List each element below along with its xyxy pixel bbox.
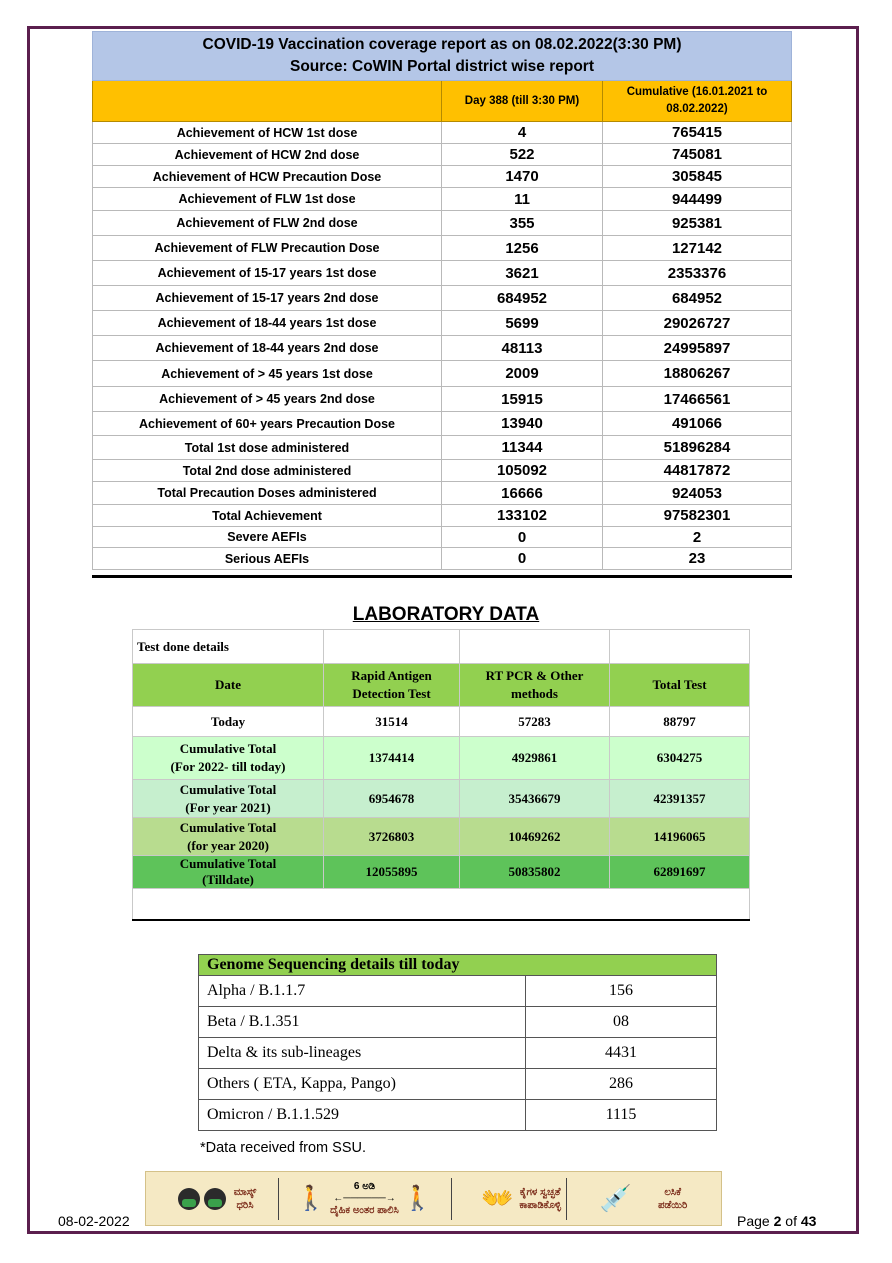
cumulative-value: 44817872 [603,460,792,482]
empty-cell [460,630,610,664]
row-label: Achievement of HCW 2nd dose [93,144,442,166]
handwash-icon: 👐 [480,1183,514,1213]
cumulative-value: 944499 [603,188,792,211]
label-l2: (For year 2021) [185,799,271,815]
row-label: Serious AEFIs [93,548,442,570]
genome-table [198,954,717,1131]
day-value: 5699 [442,311,603,336]
cumulative-value: 29026727 [603,311,792,336]
header-blank [93,81,442,122]
mask-text [234,1186,257,1212]
lab-total-value: 62891697 [610,856,750,889]
lab-rtpcr-value: 57283 [460,707,610,737]
lab-total-value: 42391357 [610,780,750,818]
day-value: 355 [442,211,603,236]
lab-rapid-value: 3726803 [324,818,460,856]
label-l1: Cumulative Total [179,741,277,756]
cumulative-value: 924053 [603,482,792,505]
lab-rapid-value: 12055895 [324,856,460,889]
cumulative-value: 684952 [603,286,792,311]
row-label: Achievement of 60+ years Precaution Dose [93,412,442,436]
row-label: Achievement of FLW Precaution Dose [93,236,442,261]
test-done-details-label: Test done details [133,630,324,664]
vaccination-row [93,236,792,261]
page-prefix: Page [737,1213,770,1229]
row-label: Achievement of FLW 1st dose [93,188,442,211]
vaccination-row [93,412,792,436]
vaccine-text [658,1186,687,1212]
header-cumulative-line2: 08.02.2022) [666,103,728,115]
vaccination-table [92,31,792,570]
wash-text-2: ಕಾಪಾಡಿಕೊಳ್ಳಿ [519,1199,561,1211]
lab-row-label [133,818,324,856]
lab-row-label [133,856,324,889]
vaccination-table-bottom-rule [92,575,792,578]
cumulative-value: 23 [603,548,792,570]
lab-table [132,629,750,921]
lab-rtpcr-value: 35436679 [460,780,610,818]
label-l2: (for year 2020) [187,837,269,853]
covid-awareness-banner [145,1171,722,1226]
rapid-line1: Rapid Antigen [351,668,432,683]
lab-row-label: Today [133,707,324,737]
cumulative-value: 17466561 [603,387,792,412]
cumulative-value: 18806267 [603,361,792,387]
label-l1: Cumulative Total [179,819,277,835]
cumulative-value: 305845 [603,166,792,188]
header-day: Day 388 (till 3:30 PM) [442,81,603,122]
lab-header-rtpcr [460,664,610,707]
label-l2: (Tilldate) [202,872,254,887]
variant-name: Omicron / B.1.1.529 [199,1100,526,1131]
label-l1: Cumulative Total [179,781,277,797]
row-label: Achievement of HCW Precaution Dose [93,166,442,188]
genome-row [199,976,717,1007]
day-value: 684952 [442,286,603,311]
day-value: 0 [442,548,603,570]
title-line-2: Source: CoWIN Portal district wise report [289,58,595,75]
vaccination-row [93,144,792,166]
vaccine-segment [571,1172,716,1225]
vaccination-row [93,311,792,336]
day-value: 13940 [442,412,603,436]
vaccination-row [93,460,792,482]
cumulative-value: 765415 [603,122,792,144]
lab-row-2021 [133,780,750,818]
lab-total-value: 88797 [610,707,750,737]
cumulative-value: 97582301 [603,505,792,527]
lab-header-total: Total Test [610,664,750,707]
lab-header-rapid [324,664,460,707]
variant-name: Alpha / B.1.1.7 [199,976,526,1007]
lab-row-label [133,737,324,780]
day-value: 522 [442,144,603,166]
genome-row [199,1069,717,1100]
label-l2: (For 2022- till today) [170,759,286,774]
vaccination-row [93,261,792,286]
vaccine-text-2: ಪಡೆಯಿರಿ [658,1199,688,1211]
lab-rapid-value: 31514 [324,707,460,737]
lab-row-2020 [133,818,750,856]
distance-top: 6 ಅಡಿ [353,1180,376,1192]
header-cumulative [603,81,792,122]
page-total: 43 [800,1213,817,1229]
lab-section-title: LABORATORY DATA [352,604,540,625]
lab-header-date: Date [133,664,324,707]
person-icon: 🚶 [402,1185,433,1212]
vaccination-row [93,166,792,188]
day-value: 15915 [442,387,603,412]
row-label: Achievement of > 45 years 2nd dose [93,387,442,412]
genome-row [199,1007,717,1038]
day-value: 105092 [442,460,603,482]
lab-blank-row [133,889,750,921]
page-of: of [785,1213,797,1229]
vaccination-row [93,336,792,361]
vaccination-row [93,122,792,144]
vaccination-icon: 💉 [599,1183,633,1213]
lab-row-label [133,780,324,818]
row-label: Achievement of FLW 2nd dose [93,211,442,236]
day-value: 133102 [442,505,603,527]
empty-cell [610,630,750,664]
day-value: 11 [442,188,603,211]
row-label: Total 1st dose administered [93,436,442,460]
genome-row [199,1100,717,1131]
data-source-note: *Data received from SSU. [200,1140,367,1156]
day-value: 3621 [442,261,603,286]
vaccination-row [93,505,792,527]
vaccine-text-1: ಲಸಿಕೆ [664,1186,682,1198]
lab-rapid-value: 1374414 [324,737,460,780]
cumulative-value: 2353376 [603,261,792,286]
vaccination-row [93,548,792,570]
wash-text-1: ಕೈಗಳ ಸ್ವಚ್ಛತೆ [519,1186,561,1198]
rapid-line2: Detection Test [352,686,431,701]
rtpcr-line1: RT PCR & Other [485,668,584,683]
variant-name: Delta & its sub-lineages [199,1038,526,1069]
row-label: Achievement of 18-44 years 2nd dose [93,336,442,361]
header-cumulative-line1: Cumulative (16.01.2021 to [626,86,768,98]
double-arrow-icon: ←──────→ [333,1192,396,1204]
vaccination-row [93,211,792,236]
divider [278,1178,279,1220]
row-label: Achievement of 15-17 years 2nd dose [93,286,442,311]
variant-count: 08 [526,1007,717,1038]
lab-row-2022 [133,737,750,780]
row-label: Achievement of HCW 1st dose [93,122,442,144]
lab-row-today [133,707,750,737]
rtpcr-line2: methods [511,686,558,701]
page-current: 2 [773,1213,782,1229]
divider [451,1178,452,1220]
lab-rtpcr-value: 4929861 [460,737,610,780]
cumulative-value: 51896284 [603,436,792,460]
mask-text-2: ಧರಿಸಿ [236,1199,254,1211]
mask-text-1: ಮಾಸ್ಕ್ [233,1186,257,1198]
title-line-1: COVID-19 Vaccination coverage report as on 08.02.2022(3:30 PM) [202,36,682,53]
variant-count: 286 [526,1069,717,1100]
masked-face-icon [178,1188,200,1210]
day-value: 48113 [442,336,603,361]
vaccination-row [93,436,792,460]
person-icon: 🚶 [296,1185,327,1212]
row-label: Achievement of 18-44 years 1st dose [93,311,442,336]
row-label: Severe AEFIs [93,527,442,548]
day-value: 0 [442,527,603,548]
day-value: 1256 [442,236,603,261]
variant-count: 4431 [526,1038,717,1069]
vaccination-row [93,188,792,211]
variant-count: 156 [526,976,717,1007]
row-label: Total 2nd dose administered [93,460,442,482]
lab-rapid-value: 6954678 [324,780,460,818]
divider [566,1178,567,1220]
cumulative-value: 127142 [603,236,792,261]
day-value: 16666 [442,482,603,505]
cumulative-value: 925381 [603,211,792,236]
variant-name: Others ( ETA, Kappa, Pango) [199,1069,526,1100]
empty-cell [324,630,460,664]
day-value: 1470 [442,166,603,188]
vaccination-row [93,361,792,387]
day-value: 11344 [442,436,603,460]
vaccination-row [93,286,792,311]
label-l1: Cumulative Total [179,856,277,871]
lab-total-value: 14196065 [610,818,750,856]
lab-row-tilldate [133,856,750,889]
cumulative-value: 745081 [603,144,792,166]
vaccination-row [93,387,792,412]
variant-name: Beta / B.1.351 [199,1007,526,1038]
day-value: 4 [442,122,603,144]
cumulative-value: 2 [603,527,792,548]
vaccination-row [93,482,792,505]
distance-segment [282,1172,447,1225]
genome-row [199,1038,717,1069]
cumulative-value: 491066 [603,412,792,436]
row-label: Total Achievement [93,505,442,527]
variant-count: 1115 [526,1100,717,1131]
vaccination-row [93,527,792,548]
masked-face-icon [204,1188,226,1210]
distance-bottom: ದೈಹಿಕ ಅಂತರ ಪಾಲಿಸಿ [330,1204,399,1216]
mask-segment [156,1172,276,1225]
lab-total-value: 6304275 [610,737,750,780]
cumulative-value: 24995897 [603,336,792,361]
row-label: Total Precaution Doses administered [93,482,442,505]
genome-title: Genome Sequencing details till today [199,955,717,976]
page-number [737,1213,816,1229]
lab-rtpcr-value: 10469262 [460,818,610,856]
vaccination-title [93,32,792,81]
distance-text [330,1181,399,1217]
wash-text [519,1186,561,1212]
lab-rtpcr-value: 50835802 [460,856,610,889]
row-label: Achievement of 15-17 years 1st dose [93,261,442,286]
row-label: Achievement of > 45 years 1st dose [93,361,442,387]
footer-date: 08-02-2022 [58,1213,130,1229]
day-value: 2009 [442,361,603,387]
